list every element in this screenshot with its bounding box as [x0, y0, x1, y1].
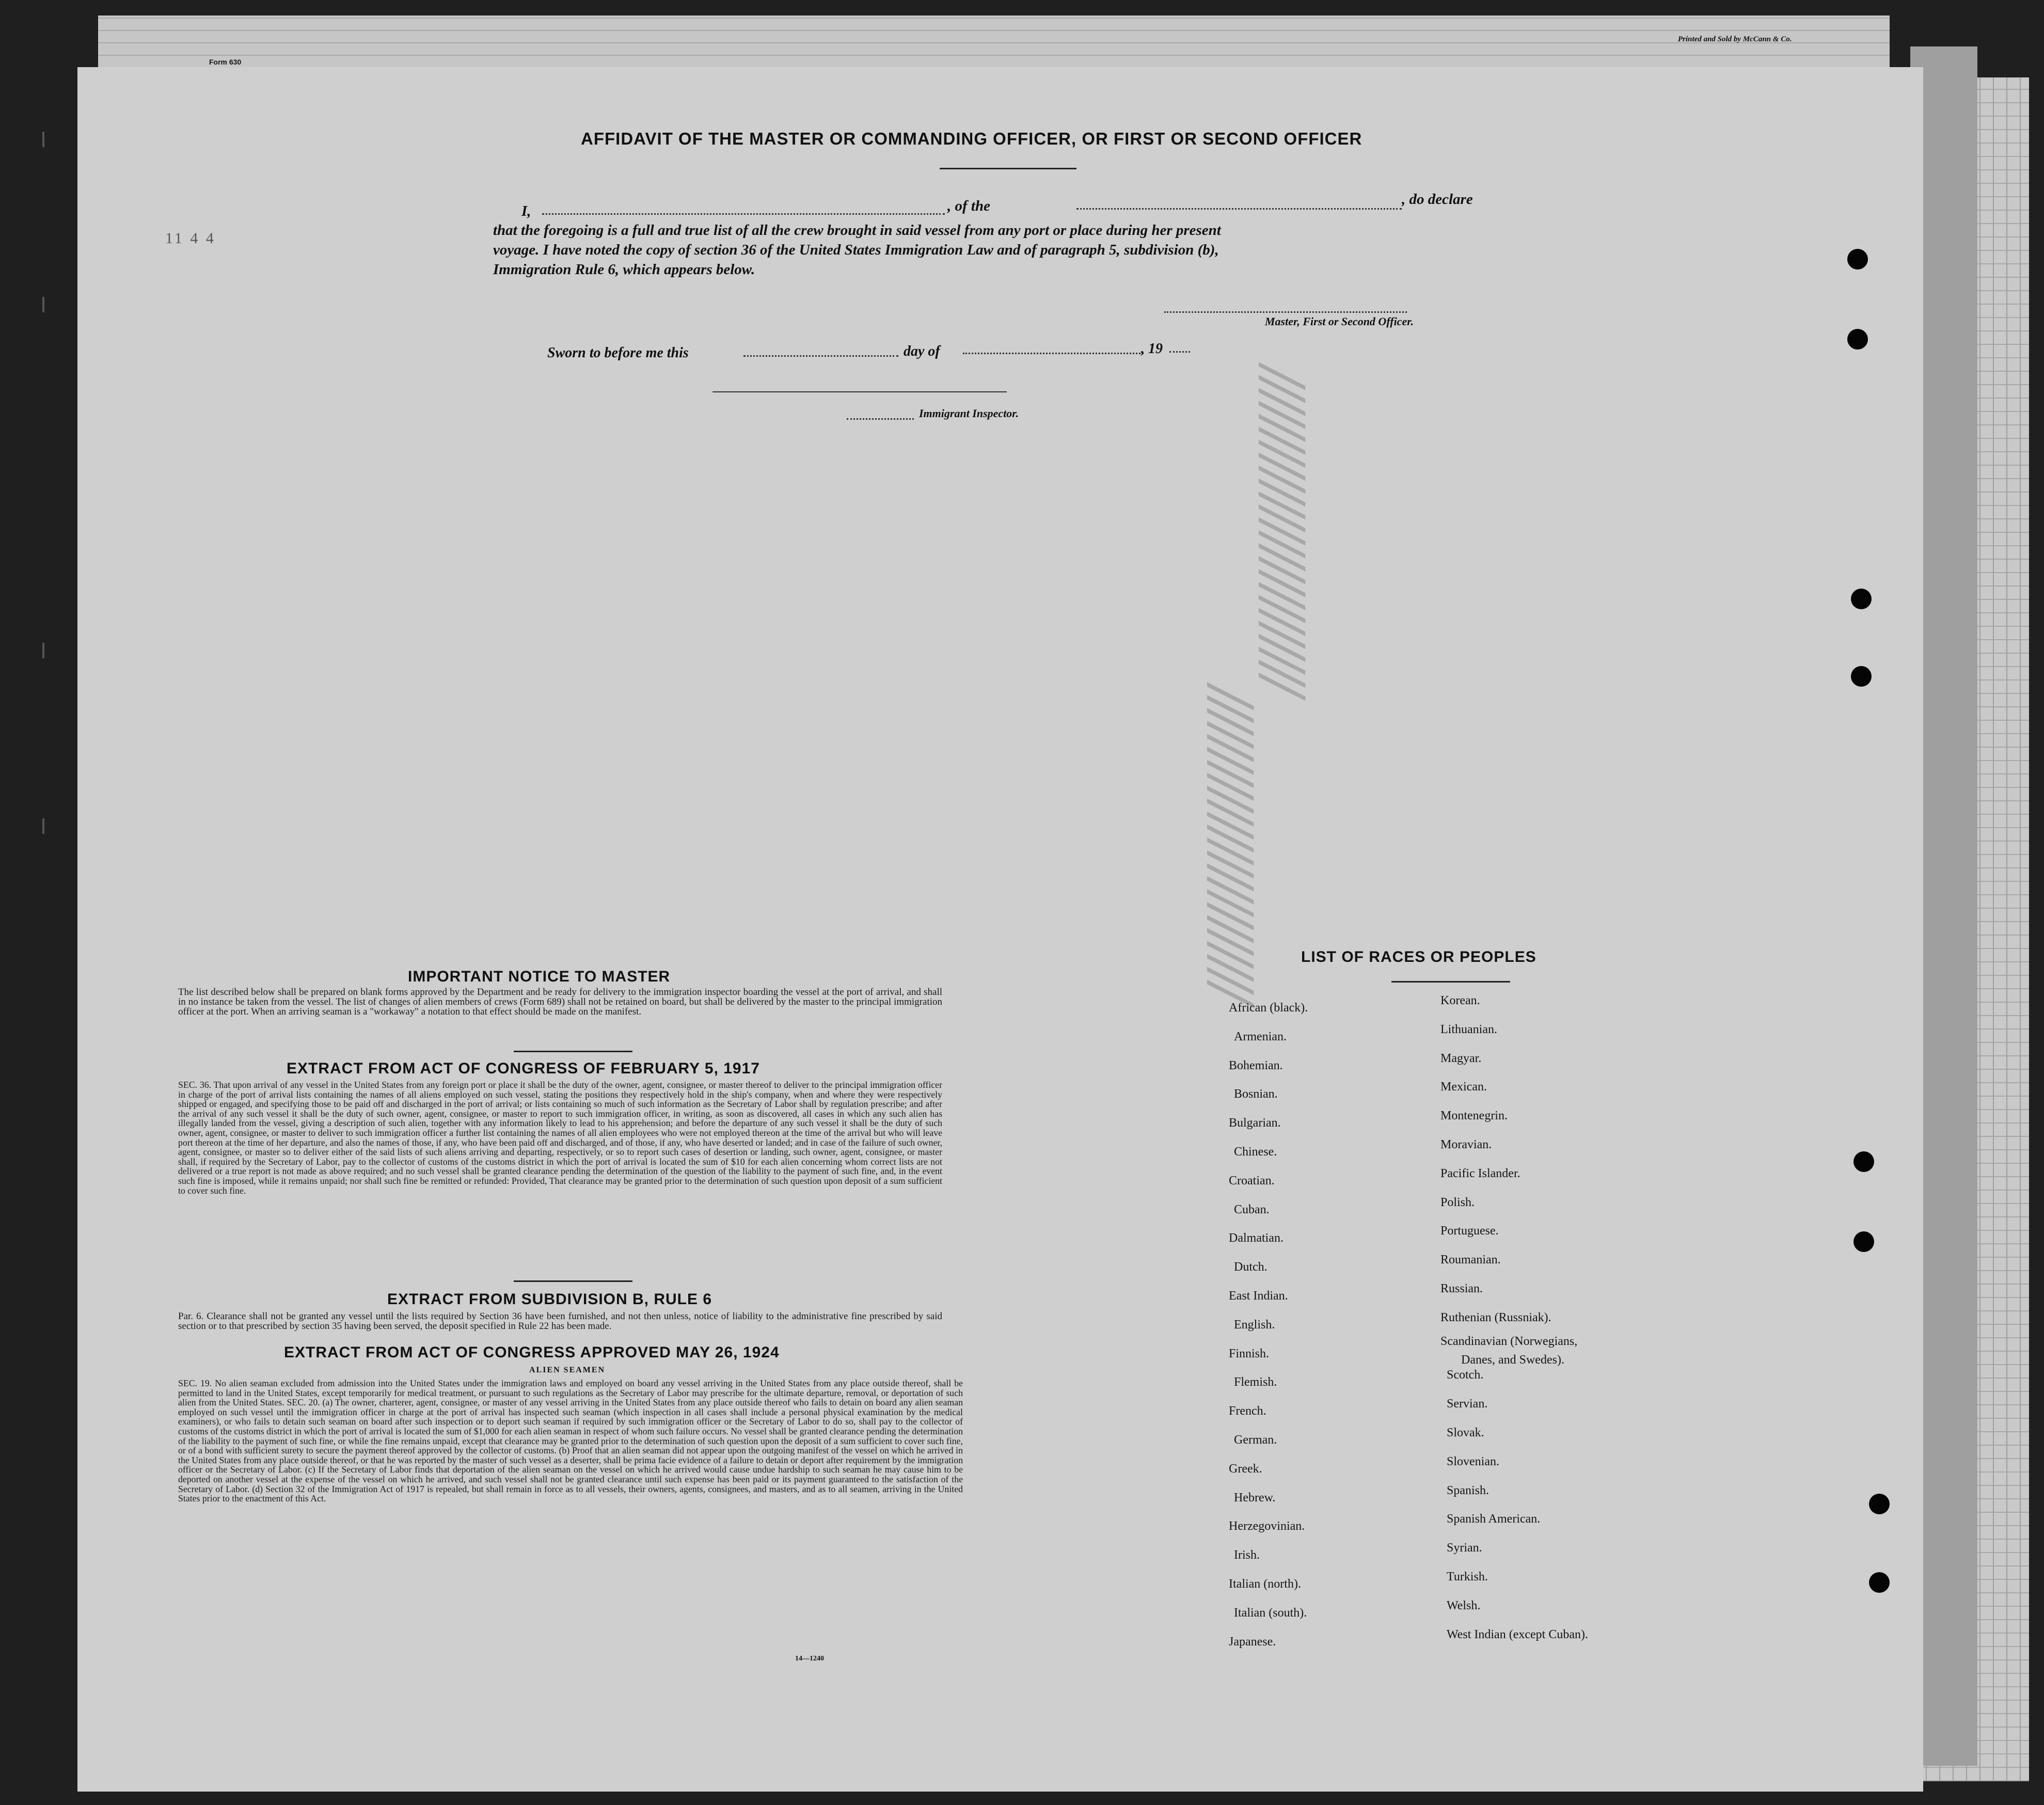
race-item: African (black).: [1229, 1001, 1308, 1015]
extract-1924-title: EXTRACT FROM ACT OF CONGRESS APPROVED MAY 26, 1924: [284, 1344, 780, 1361]
punch-hole: [1851, 666, 1872, 687]
punch-hole: [1869, 1494, 1890, 1514]
printer-label: Printed and Sold by McCann & Co.: [1678, 35, 1792, 43]
race-item: Dutch.: [1234, 1260, 1267, 1274]
race-item: English.: [1234, 1318, 1275, 1332]
notice-rule: [514, 1051, 632, 1052]
extract-1924-body: SEC. 19. No alien seaman excluded from admission into the United States under the immigration laws and employed on board any vessel arriving in the United States from any place outside thereof, shall be permitted to land in the United States, except temporarily for medical treatment, or pursuant to such regulations as the Secretary of Labor may prescribe for the ultimate departure, removal, or deportation of such alien from the United States. SEC. 20. (a) The owner, charterer, agent, consignee, or master of any vessel arriving in the United States from any place outside thereof who fails to detain on board any alien seaman employed on such vessel until the immigration officer in charge at the port of arrival has inspected such seaman (which inspection in all cases shall include a personal physical examination by the medical examiners), or who fails to detain such seaman on board after such inspection or to deport such seaman if required by such immigration officer or the Secretary of Labor to do so, shall pay to the collector of customs of the customs district in which the port of arrival is located the sum of $1,000 for each alien seaman in respect of whom such failure occurs. No vessel shall be granted clearance pending the determination of the liability to the payment of such fine, or while the fine remains unpaid, except that clearance may be granted prior to the determination of such question upon the deposit of a sum sufficient to cover such fine, or of a bond with sufficient surety to secure the payment thereof approved by the collector of customs. (b) Proof that an alien seaman did not appear upon the outgoing manifest of the vessel on which he arrived in the United States from any place outside thereof, or that he was reported by the master of such vessel as a deserter, shall be prima facie evidence of a failure to detain or deport after requirement by the immigration officer or the Secretary of Labor. (c) If the Secretary of Labor finds that deportation of the alien seaman on the vessel on which he arrived would cause undue hardship to such seaman he may cause him to be deported on another vessel at the expense of the vessel on which he arrived, and such vessel shall not be granted clearance until such expense has been paid or its payment guaranteed to the satisfaction of the Secretary of Labor. (d) Section 32 of the Immigration Act of 1917 is repealed, but shall remain in force as to all vessels, their owners, agents, consignees, and masters, and as to all seamen, arriving in the United States prior to the enactment of this Act.: [178, 1378, 963, 1504]
year-label: , 19: [1141, 341, 1163, 357]
form-number: Form 630: [209, 58, 242, 66]
race-item: Montenegrin.: [1440, 1109, 1508, 1123]
races-title-rule: [1391, 981, 1510, 983]
punch-hole: [1869, 1572, 1890, 1593]
sworn-month-line: [963, 353, 1144, 354]
affidavit-title: AFFIDAVIT OF THE MASTER OR COMMANDING OFFICER, OR FIRST OR SECOND OFFICER: [581, 129, 1362, 148]
affidavit-declare-label: , do declare: [1402, 191, 1473, 208]
race-item: Russian.: [1440, 1282, 1483, 1295]
extract-1917-body: SEC. 36. That upon arrival of any vessel in the United States from any foreign port or place it shall be the duty of the owner, agent, consignee, or master thereof to deliver to the principal immigration officer in charge of the port of arrival lists containing the names of all aliens employed on such vessel, stating the positions they respectively hold in the ship's company, when and where they were respectively shipped or engaged, and specifying those to be paid off and discharged in the port of arrival; or lists containing so much of such information as the Secretary of Labor shall by regulation prescribe; and after the arrival of any such vessel it shall be the duty of such owner, agent, consignee, or master to report to such immigration officer, in writing, as soon as discovered, all cases in which any such alien has illegally landed from the vessel, giving a description of such alien, together with any information likely to lead to his apprehension; and before the departure of any such vessel it shall be the duty of such owner, agent, consignee, or master to deliver to such immigration officer a further list containing the names of all alien employees who were not employed thereon at the time of the arrival but who will leave port thereon at the time of her departure, and also the names of those, if any, who have been paid off and discharged, and of those, if any, who have deserted or landed; and in case of the failure of such owner, agent, consignee, or master so to deliver either of the said lists of such aliens arriving and departing, respectively, or so to report such cases of desertion or landing, such owner, agent, consignee, or master shall, if required by the Secretary of Labor, pay to the collector of customs of the customs district in which the port of arrival is located the sum of $10 for each alien concerning whom correct lists are not delivered or a true report is not made as above required; and no such vessel shall be granted clearance pending the determination of the question of the liability to the payment of such fine, and, in the event such fine is imposed, while it remains unpaid; nor shall such fine be remitted or refunded: Provided, That clearance may be granted prior to the determination of such question upon deposit of a sum sufficient to cover such fine.: [178, 1080, 942, 1196]
race-item: Chinese.: [1234, 1145, 1277, 1159]
races-title: LIST OF RACES OR PEOPLES: [1301, 948, 1536, 965]
race-item: Finnish.: [1229, 1347, 1270, 1360]
race-item: Turkish.: [1447, 1570, 1488, 1584]
sworn-day-line: [743, 355, 898, 357]
race-item: Dalmatian.: [1229, 1231, 1284, 1245]
declarant-name-line: [542, 213, 945, 215]
punch-hole: [1847, 329, 1868, 350]
punch-hole: [1853, 1231, 1874, 1252]
punch-hole: [1847, 249, 1868, 270]
race-item: East Indian.: [1229, 1289, 1288, 1303]
race-item: French.: [1229, 1404, 1266, 1418]
race-item: Bohemian.: [1229, 1058, 1283, 1072]
race-item: Ruthenian (Russniak).: [1440, 1310, 1551, 1324]
signature-label: Master, First or Second Officer.: [1265, 315, 1414, 328]
rule-6-title: EXTRACT FROM SUBDIVISION B, RULE 6: [387, 1291, 712, 1308]
affidavit-i-label: I,: [521, 203, 531, 219]
race-item: Bulgarian.: [1229, 1116, 1281, 1130]
pencil-tally-mark: /////////////////////////: [1250, 367, 1317, 690]
race-item: Slovenian.: [1447, 1454, 1499, 1468]
race-item: Lithuanian.: [1440, 1022, 1497, 1036]
affidavit-line-2: that the foregoing is a full and true list of all the crew brought in said vessel from any port or place during her present: [493, 222, 1221, 239]
race-item: Croatian.: [1229, 1174, 1275, 1188]
race-item: Slovak.: [1447, 1426, 1484, 1439]
inspector-label-line: [847, 418, 914, 420]
binding-mark: [42, 818, 44, 834]
race-item: Syrian.: [1447, 1541, 1482, 1555]
punch-hole: [1851, 589, 1872, 609]
extract-1924-subtitle: ALIEN SEAMEN: [529, 1366, 606, 1374]
race-item: Servian.: [1447, 1397, 1488, 1411]
inspector-label: Immigrant Inspector.: [919, 407, 1019, 420]
race-item: Spanish American.: [1447, 1512, 1541, 1526]
affidavit-of-the-label: , of the: [947, 198, 990, 214]
sworn-label: Sworn to before me this: [547, 345, 689, 361]
race-item: Polish.: [1440, 1195, 1475, 1209]
race-item: Flemish.: [1234, 1375, 1277, 1389]
form-page: [77, 67, 1923, 1792]
race-item: Portuguese.: [1440, 1224, 1499, 1238]
race-item: Hebrew.: [1234, 1491, 1276, 1505]
binding-mark: [42, 297, 44, 312]
race-item: Roumanian.: [1440, 1253, 1501, 1267]
affidavit-title-rule: [940, 168, 1076, 169]
inspector-signature-line: [712, 391, 1007, 392]
binding-mark: [42, 132, 44, 147]
signature-line: [1164, 311, 1407, 313]
race-item: Herzegovinian.: [1229, 1519, 1305, 1533]
race-item: Pacific Islander.: [1440, 1166, 1520, 1180]
race-item: Greek.: [1229, 1462, 1262, 1476]
race-item: Korean.: [1440, 994, 1480, 1007]
notice-title: IMPORTANT NOTICE TO MASTER: [408, 968, 671, 985]
race-item: Irish.: [1234, 1548, 1260, 1562]
rule-6-body: Par. 6. Clearance shall not be granted any vessel until the lists required by Section 36 have been furnished, and not then unless, notice of liability to the administrative fine prescribed by said section or to that prescribed by section 35 having been served, the deposit specified in Rule 22 has been made.: [178, 1311, 942, 1332]
sworn-year-line: [1169, 351, 1190, 353]
race-item: Bosnian.: [1234, 1087, 1278, 1101]
race-item: Magyar.: [1440, 1051, 1482, 1065]
race-item: West Indian (except Cuban).: [1447, 1627, 1588, 1641]
affidavit-line-3: voyage. I have noted the copy of section 36 of the United States Immigration Law and of paragraph 5, subdivision (b),: [493, 242, 1219, 258]
margin-mark: 11 4 4: [165, 230, 216, 247]
vessel-name-line: [1076, 208, 1402, 210]
race-item: Scandinavian (Norwegians,: [1440, 1334, 1578, 1348]
race-item: Cuban.: [1234, 1202, 1270, 1216]
race-item: Italian (north).: [1229, 1577, 1301, 1591]
day-of-label: day of: [904, 343, 940, 359]
race-item: Mexican.: [1440, 1080, 1487, 1094]
binding-mark: [42, 643, 44, 658]
race-item: Spanish.: [1447, 1483, 1490, 1497]
race-item: Italian (south).: [1234, 1606, 1307, 1620]
race-item: Moravian.: [1440, 1138, 1492, 1151]
race-item: Scotch.: [1447, 1368, 1484, 1382]
notice-body: The list described below shall be prepared on blank forms approved by the Department and be ready for delivery to the immigration inspector boarding the vessel at the port of arrival, and shall in no instance be taken from the vessel. The list of changes of alien members of crews (Form 689) shall not be retained on board, but shall be delivered by the master to the principal immigration officer at the port. When an arriving seaman is a "workaway" a notation to that effect should be made on the manifest.: [178, 987, 942, 1017]
extract-1917-title: EXTRACT FROM ACT OF CONGRESS OF FEBRUARY 5, 1917: [287, 1060, 760, 1077]
race-item: German.: [1234, 1433, 1277, 1447]
form-code: 14—1240: [795, 1655, 824, 1662]
pencil-tally-mark: ////////////////////////: [1199, 687, 1265, 997]
affidavit-line-4: Immigration Rule 6, which appears below.: [493, 261, 755, 278]
race-item: Welsh.: [1447, 1598, 1481, 1612]
punch-hole: [1853, 1151, 1874, 1172]
race-item: Japanese.: [1229, 1635, 1276, 1649]
extract-1917-rule: [514, 1280, 632, 1282]
race-item: Danes, and Swedes).: [1461, 1353, 1564, 1367]
race-item: Armenian.: [1234, 1030, 1287, 1043]
